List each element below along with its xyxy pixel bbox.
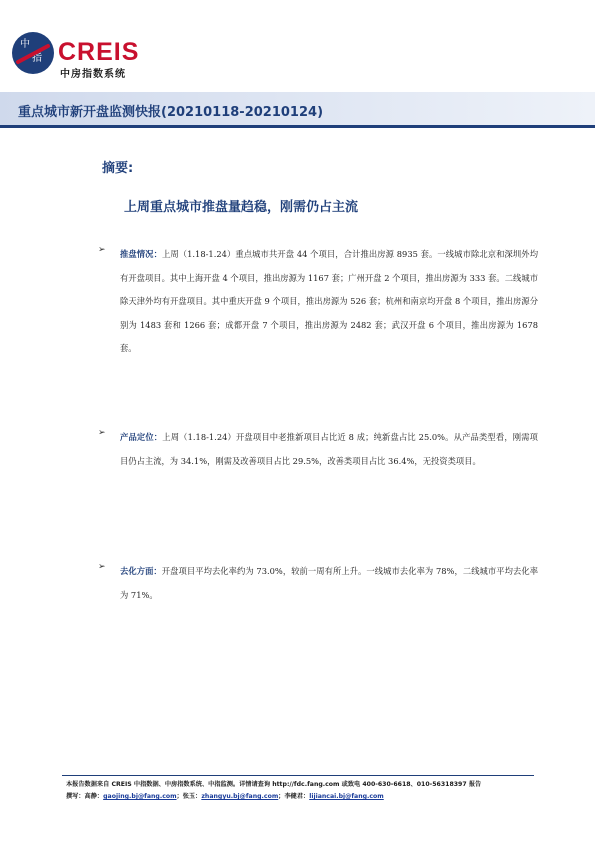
section-absorption-lead: 去化方面：	[120, 566, 162, 576]
footer-separator: ；张玉：	[176, 793, 202, 800]
section-supply-body: 上周（1.18-1.24）重点城市共开盘 44 个项目，合计推出房源 8935 套。一线城市除北京和深圳外均有开盘项目。其中上海开盘 4 个项目，推出房源为 1167 套；广州开盘 2 个项目，推出房源为 333 套。二线城市除天津外均有开盘项目。其中重庆开盘 9 个项目，推出房源为 526 套；杭州和南京均开盘 8 个项目，推出房源分别为 1483 套和 1266 套；成都开盘 7 个项目，推出房源为 2482 套；武汉开盘 6 个项目，推出房源为 1678 套。	[120, 249, 538, 353]
author-email-link-gaojing[interactable]: gaojing.bj@fang.com	[103, 793, 177, 800]
footer-authors-prefix: 撰写：高静：	[66, 793, 104, 800]
summary-heading: 摘要:	[102, 161, 134, 176]
footer-source-line: 本报告数据来自 CREIS 中指数据、中房指数系统、中指监测。详情请查询 http://fdc.fang.com 或致电 400-630-6618、010-56318397 报告	[66, 781, 482, 788]
logo-subtitle: 中房指数系统	[60, 69, 126, 80]
creis-logo	[12, 32, 172, 80]
arrow-bullet-icon: ➢	[98, 428, 106, 438]
footer-authors-line	[66, 791, 536, 803]
logo-emblem-top-char: 中	[20, 39, 30, 50]
footer-divider	[62, 775, 534, 776]
logo-emblem	[12, 32, 54, 74]
section-supply-text	[120, 243, 538, 361]
section-absorption-text	[120, 560, 538, 607]
section-absorption-body: 开盘项目平均去化率约为 73.0%，较前一周有所上升。一线城市去化率为 78%，二线城市平均去化率为 71%。	[120, 566, 538, 600]
report-title: 重点城市新开盘监测快报(20210118-20210124)	[18, 105, 324, 120]
arrow-bullet-icon: ➢	[98, 245, 106, 255]
footer	[66, 779, 536, 803]
section-product-text	[120, 426, 538, 473]
section-supply	[98, 243, 538, 361]
title-banner-stripe	[0, 125, 595, 128]
author-email-link-lijiancai[interactable]: lijiancai.bj@fang.com	[309, 793, 384, 800]
section-product-body: 上周（1.18-1.24）开盘项目中老推新项目占比近 8 成；纯新盘占比 25.0%。从产品类型看，刚需项目仍占主流，为 34.1%，刚需及改善项目占比 29.5%，改善类项目占比 36.4%，无投资类项目。	[120, 432, 538, 466]
author-email-link-zhangyu[interactable]: zhangyu.bj@fang.com	[201, 793, 279, 800]
footer-separator: ；李健君：	[278, 793, 310, 800]
section-product	[98, 426, 538, 473]
summary-headline: 上周重点城市推盘量趋稳，刚需仍占主流	[124, 200, 359, 215]
section-product-lead: 产品定位：	[120, 432, 163, 442]
logo-wordmark: CREIS	[58, 38, 140, 66]
logo-emblem-bottom-char: 指	[32, 53, 42, 64]
section-absorption	[98, 560, 538, 607]
section-supply-lead: 推盘情况：	[120, 249, 162, 259]
arrow-bullet-icon: ➢	[98, 562, 106, 572]
